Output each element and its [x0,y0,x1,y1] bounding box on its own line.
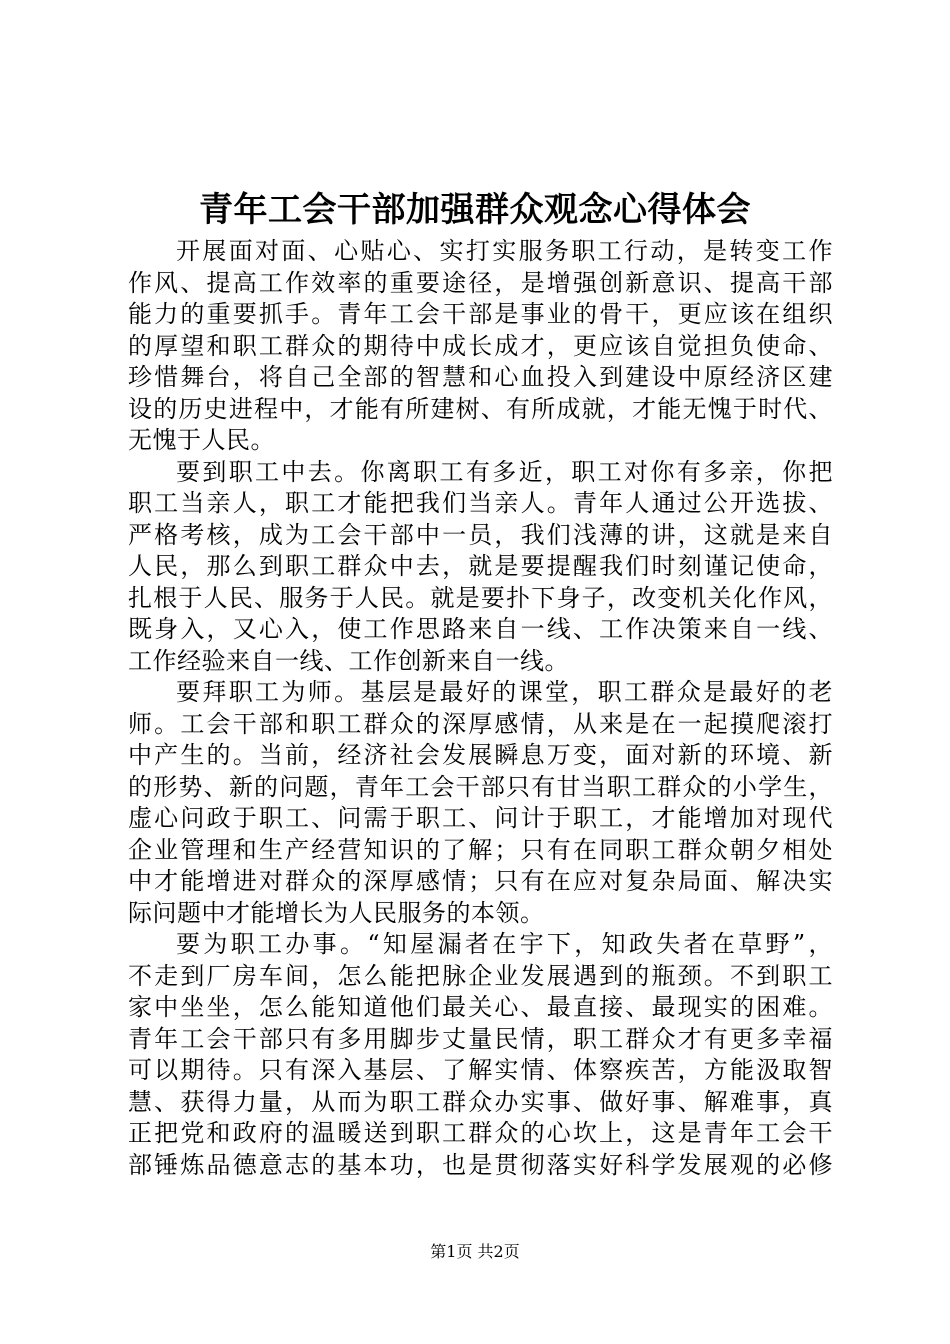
paragraph-line: 无愧于人民。 [128,426,275,454]
paragraph-line: 既身入，又心入，使工作思路来自一线、工作决策来自一线、 [128,615,833,643]
paragraph-line: 慧、获得力量，从而为职工群众办实事、做好事、解难事，真 [128,1087,833,1116]
paragraph-line: 严格考核，成为工会干部中一员，我们浅薄的讲，这就是来自 [128,520,833,549]
paragraph-line: 的厚望和职工群众的期待中成长成才，更应该自觉担负使命、 [128,331,833,360]
paragraph-line: 工作经验来自一线、工作创新来自一线。 [128,646,569,675]
page-title: 青年工会干部加强群众观念心得体会 [199,190,751,230]
paragraph [128,236,833,457]
paragraph-line: 扎根于人民、服务于人民。就是要扑下身子，改变机关化作风， [128,583,833,612]
paragraph-line: 家中坐坐，怎么能知道他们最关心、最直接、最现实的困难。 [128,993,833,1021]
paragraph-line: 青年工会干部只有多用脚步丈量民情，职工群众才有更多幸福 [128,1024,833,1053]
paragraph-line: 的形势、新的问题，青年工会干部只有甘当职工群众的小学生， [128,772,833,801]
paragraph-line: 企业管理和生产经营知识的了解；只有在同职工群众朝夕相处 [128,835,833,864]
paragraph-line: 际问题中才能增长为人民服务的本领。 [128,898,545,927]
paragraph-line: 能力的重要抓手。青年工会干部是事业的骨干，更应该在组织 [128,300,833,328]
paragraph-line: 珍惜舞台，将自己全部的智慧和心血投入到建设中原经济区建 [128,363,833,391]
paragraph-line: 要为职工办事。“知屋漏者在宇下，知政失者在草野”， [176,930,833,958]
paragraph-line: 要到职工中去。你离职工有多近，职工对你有多亲，你把 [176,457,833,486]
paragraph [128,929,833,1181]
page-footer: 第1页 共2页 [430,1242,520,1261]
paragraph-line: 不走到厂房车间，怎么能把脉企业发展遇到的瓶颈。不到职工 [128,961,833,990]
paragraph [128,457,833,678]
paragraph-line: 中才能增进对群众的深厚感情；只有在应对复杂局面、解决实 [128,867,833,895]
paragraph-line: 开展面对面、心贴心、实打实服务职工行动，是转变工作 [176,237,833,265]
paragraph-line: 作风、提高工作效率的重要途径，是增强创新意识、提高干部 [128,268,833,297]
paragraph-line: 虚心问政于职工、问需于职工、问计于职工，才能增加对现代 [128,804,833,832]
paragraph-line: 可以期待。只有深入基层、了解实情、体察疾苦，方能汲取智 [128,1056,833,1084]
paragraph-line: 中产生的。当前，经济社会发展瞬息万变，面对新的环境、新 [128,741,833,769]
paragraph-line: 设的历史进程中，才能有所建树、有所成就，才能无愧于时代、 [128,394,833,423]
paragraph-line: 职工当亲人，职工才能把我们当亲人。青年人通过公开选拔、 [128,489,833,517]
paragraph-line: 人民，那么到职工群众中去，就是要提醒我们时刻谨记使命， [128,552,833,580]
paragraph-line: 部锤炼品德意志的基本功，也是贯彻落实好科学发展观的必修 [128,1150,833,1179]
paragraph-line: 要拜职工为师。基层是最好的课堂，职工群众是最好的老 [176,678,833,706]
paragraph-line: 师。工会干部和职工群众的深厚感情，从来是在一起摸爬滚打 [128,709,833,738]
paragraph [128,677,833,929]
paragraph-line: 正把党和政府的温暖送到职工群众的心坎上，这是青年工会干 [128,1119,833,1147]
document-body [128,236,833,1181]
